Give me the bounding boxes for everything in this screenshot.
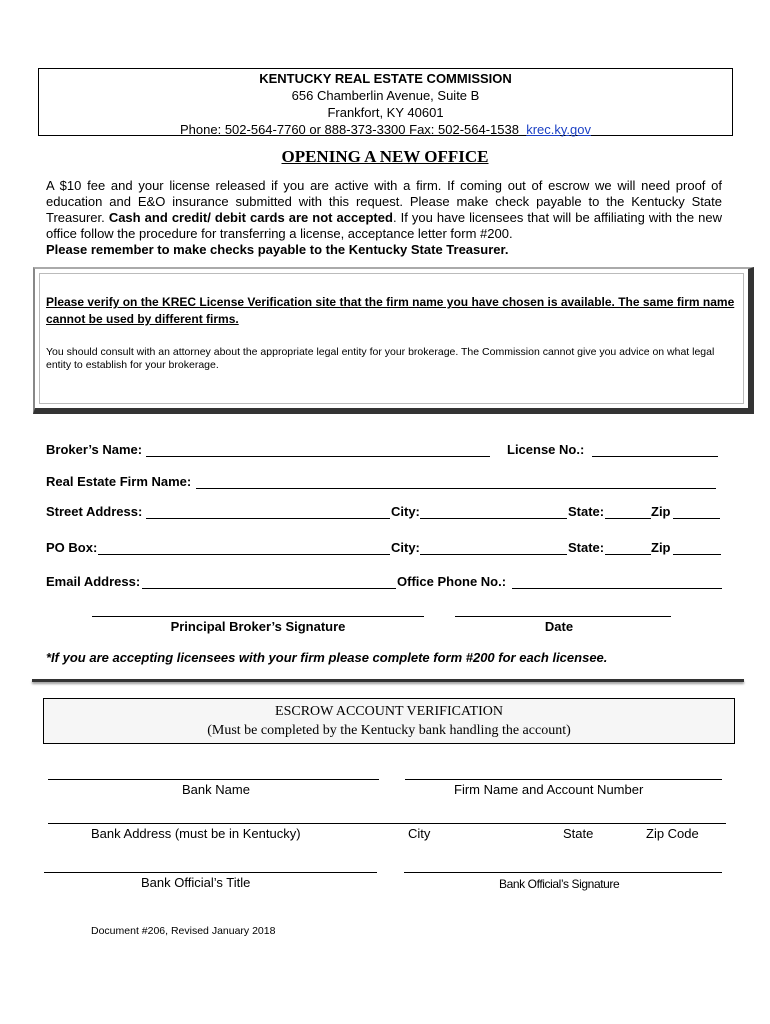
escrow-header-box bbox=[43, 698, 735, 744]
page-title: OPENING A NEW OFFICE bbox=[281, 147, 489, 166]
address-line-1: 656 Chamberlin Avenue, Suite B bbox=[291, 88, 480, 103]
notice-box bbox=[33, 267, 754, 414]
po-box-label: PO Box: bbox=[46, 540, 98, 555]
phone-fax: Phone: 502-564-7760 or 888-373-3300 Fax: 502-564-1538 bbox=[180, 122, 519, 137]
principal-signature-label: Principal Broker’s Signature bbox=[170, 619, 346, 634]
po-city-label: City: bbox=[391, 540, 420, 555]
official-signature-label: Bank Official’s Signature bbox=[499, 877, 620, 891]
firm-name-label: Real Estate Firm Name: bbox=[46, 474, 192, 489]
official-signature-line[interactable] bbox=[404, 872, 722, 873]
date-label: Date bbox=[544, 619, 574, 634]
contact-line bbox=[39, 121, 732, 138]
bank-zip-label: Zip Code bbox=[646, 826, 699, 841]
street-state-label: State: bbox=[568, 504, 605, 519]
intro-text-2: . If you have licensees that will be affiliating with the new office follow the procedure for transferring a license, acceptance letter form #200. bbox=[46, 210, 722, 241]
header-box bbox=[38, 68, 733, 136]
intro-bold-2: Please remember to make checks payable to the Kentucky State Treasurer. bbox=[46, 242, 509, 257]
official-title-label: Bank Official’s Title bbox=[141, 875, 251, 890]
broker-name-label: Broker’s Name: bbox=[46, 442, 143, 457]
po-state-label: State: bbox=[568, 540, 605, 555]
broker-name-field[interactable] bbox=[146, 456, 490, 457]
bank-name-line[interactable] bbox=[48, 779, 379, 780]
firm-account-line[interactable] bbox=[405, 779, 722, 780]
po-box-field[interactable] bbox=[98, 554, 390, 555]
bank-name-label: Bank Name bbox=[182, 782, 250, 797]
section-divider bbox=[32, 679, 744, 682]
escrow-title: ESCROW ACCOUNT VERIFICATION bbox=[275, 704, 503, 719]
license-no-field[interactable] bbox=[592, 456, 718, 457]
po-zip-label: Zip bbox=[651, 540, 671, 555]
firm-name-field[interactable] bbox=[196, 488, 716, 489]
address-line-2: Frankfort, KY 40601 bbox=[327, 105, 444, 120]
street-zip-field[interactable] bbox=[673, 518, 720, 519]
bank-state-label: State bbox=[563, 826, 594, 841]
email-field[interactable] bbox=[142, 588, 396, 589]
licensee-note: *If you are accepting licensees with your firm please complete form #200 for each licensee. bbox=[46, 650, 608, 665]
street-address-label: Street Address: bbox=[46, 504, 143, 519]
license-no-label: License No.: bbox=[507, 442, 585, 457]
document-footer: Document #206, Revised January 2018 bbox=[91, 925, 276, 937]
intro-paragraph bbox=[46, 178, 722, 258]
street-state-field[interactable] bbox=[605, 518, 651, 519]
email-label: Email Address: bbox=[46, 574, 141, 589]
bank-address-line[interactable] bbox=[48, 823, 726, 824]
escrow-subtitle: (Must be completed by the Kentucky bank handling the account) bbox=[207, 723, 571, 738]
firm-account-label: Firm Name and Account Number bbox=[454, 782, 644, 797]
street-city-field[interactable] bbox=[420, 518, 567, 519]
po-city-field[interactable] bbox=[420, 554, 567, 555]
date-line[interactable] bbox=[455, 616, 671, 617]
po-zip-field[interactable] bbox=[673, 554, 721, 555]
street-city-label: City: bbox=[391, 504, 420, 519]
website-link[interactable]: krec.ky.gov bbox=[526, 122, 591, 137]
bank-address-label: Bank Address (must be in Kentucky) bbox=[91, 826, 301, 841]
street-zip-label: Zip bbox=[651, 504, 671, 519]
official-title-line[interactable] bbox=[44, 872, 377, 873]
bank-city-label: City bbox=[408, 826, 431, 841]
office-phone-field[interactable] bbox=[512, 588, 722, 589]
principal-signature-line[interactable] bbox=[92, 616, 424, 617]
notice-title: Please verify on the KREC License Verification site that the firm name you have chosen is available. The same firm name cannot be used by different firms. bbox=[46, 295, 735, 326]
intro-bold-1: Cash and credit/ debit cards are not accepted bbox=[108, 210, 393, 225]
intro-text-1: A $10 fee and your license released if you are active with a firm. If coming out of escrow we will need proof of education and E&O insurance submitted with this request. Please make check payable to the Kentucky State Treasurer. bbox=[46, 178, 722, 225]
notice-body: You should consult with an attorney about the appropriate legal entity for your brokerage. The Commission cannot give you advice on what legal entity to establish for your brokerage. bbox=[46, 346, 715, 371]
street-address-field[interactable] bbox=[146, 518, 390, 519]
po-state-field[interactable] bbox=[605, 554, 651, 555]
office-phone-label: Office Phone No.: bbox=[397, 574, 507, 589]
org-name: KENTUCKY REAL ESTATE COMMISSION bbox=[259, 71, 512, 86]
